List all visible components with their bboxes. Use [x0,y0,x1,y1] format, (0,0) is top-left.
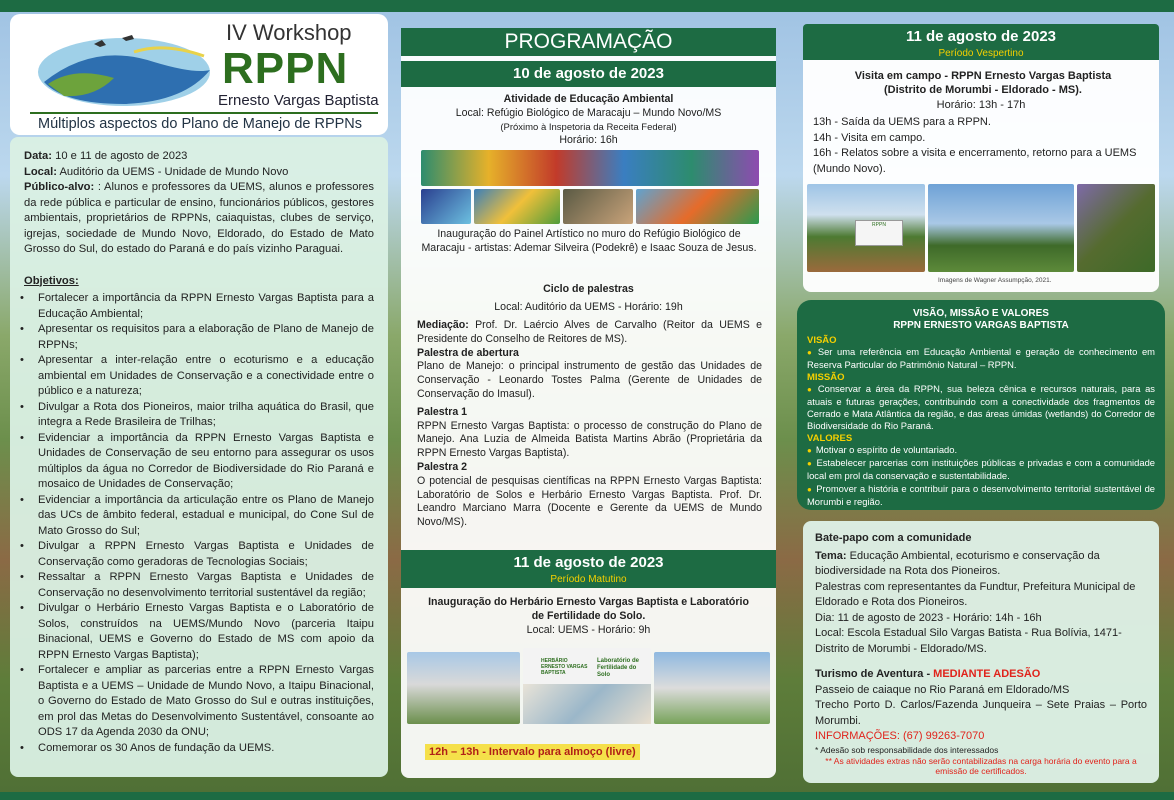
reserve-sign [855,220,903,246]
mural-photo-3 [563,189,633,224]
mission-label: MISSÃO [807,371,845,383]
mediation-line [417,319,762,347]
objective-item: • Evidenciar a importância da articulação entre os Plano de Manejo das UCs de âmbito federal, estadual e municipal, do Cone Sul de Mato Grosso do Sul; [24,493,374,540]
herbarium-block [421,596,756,637]
chat-local-line: Local: Escola Estadual Silo Vargas Batista - Rua Bolívia, 1471- Distrito de Morumbi - Eldorado/MS. [815,627,1122,655]
day1-heading: 10 de agosto de 2023 [401,61,776,87]
event-name: RPPN [222,44,349,93]
speakers-line: Palestras com representantes da Fundtur, Prefeitura Municipal de Eldorado e Rota dos Pioneiros. [815,580,1136,608]
community-chat-panel [803,521,1159,783]
rppn-logo-icon [34,22,214,110]
herbarium-local: Local: UEMS - Horário: 9h [526,623,651,636]
field-visit-time: Horário: 13h - 17h [936,99,1026,111]
schedule-line: 14h - Visita em campo. [813,131,926,144]
audience-line [24,180,374,258]
vision-text: ● Ser uma referência em Educação Ambiental e geração de conhecimento em Reserva Particular do Patrimônio Natural – RPPN. [807,346,1155,372]
mission-text: ● Conservar a área da RPPN, sua beleza cênica e recursos naturais, para as atuais e futuras gerações, contribuindo com a conectividade dos fragmentos de Cerrado e Mata Atlântica da região, e das áreas úmidas (wetlands) do Corredor de Biodiversidade do Rio Paraná. [807,383,1155,433]
vmv-title: VISÃO, MISSÃO E VALORES [913,308,1049,319]
left-info-panel [10,137,388,777]
lectures-block [417,319,762,530]
lecture1-value: RPPN Ernesto Vargas Baptista: o processo de construção do Plano de Manejo. Ana Luzia de Almeida Batista Martins Abrão (Proprietária da RPPN Ernesto Vargas Baptista). [417,419,762,460]
day2-period: Período Matutino [550,574,627,585]
lunch-break: 12h – 13h - Intervalo para almoço (livre) [425,744,640,760]
opening-label: Palestra de abertura [417,346,519,359]
adventure-adhesion: MEDIANTE ADESÃO [933,668,1041,680]
logo-header [10,14,388,135]
day2-date: 11 de agosto de 2023 [513,554,664,571]
day2-heading [401,550,776,588]
program-title: PROGRAMAÇÃO [401,28,776,56]
lab-logo-text: Laboratório de Fertilidade do Solo [597,658,640,678]
value-item: ● Promover a história e contribuir para o desenvolvimento territorial sustentável de Morumbi e região. [807,483,1155,509]
community-chat-title: Bate-papo com a comunidade [815,532,972,544]
date-label: Data: [24,150,52,162]
herbarium-logo-text: HERBÁRIO ERNESTO VARGAS BAPTISTA [541,658,588,676]
herbarium-logo-area [523,648,651,724]
objective-item: • Divulgar o Herbário Ernesto Vargas Baptista e o Laboratório de Solos, construídos na UEMS/Mundo Novo (parceria Itaipu Binacional, UEMS e Governo do Estado de MS com apoio da RPPN Ernesto Vargas Baptista); [24,601,374,663]
vision-label: VISÃO [807,335,837,346]
note-1: * Adesão sob responsabilidade dos interessados [815,744,999,755]
field-visit-panel [803,24,1159,292]
kayak-line: Passeio de caiaque no Rio Paraná em Eldorado/MS [815,683,1070,696]
lecture1-label: Palestra 1 [417,405,468,418]
activity-reference: (Próximo à Inspetoria da Receita Federal) [500,121,677,133]
schedule-line: 13h - Saída da UEMS para a RPPN. [813,116,991,128]
mediation-label: Mediação: [417,319,469,331]
field-visit-title: Visita em campo - RPPN Ernesto Vargas Baptista (Distrito de Morumbi - Eldorado - MS). [854,70,1112,96]
herbarium-title: Inauguração do Herbário Ernesto Vargas Baptista e Laboratório de Fertilidade do Solo. [428,596,749,622]
herbarium-building-photo [407,652,520,724]
activity-time: Horário: 16h [559,134,618,147]
chat-date-line: Dia: 11 de agosto de 2023 - Horário: 14h - 16h [815,611,1042,624]
lab-aerial-photo [523,684,651,724]
local-value: Auditório da UEMS - Unidade de Mundo Novo [56,165,289,178]
activity-title: Atividade de Educação Ambiental [503,93,674,105]
theme-line [815,549,1147,580]
field-visit-period: Período Vespertino [938,48,1024,59]
note-2: ** As atividades extras não serão contabilizadas na carga horária do evento para a emissão de certificados. [825,755,1137,776]
mural-photo-main [421,150,759,186]
objective-item: • Apresentar os requisitos para a elaboração de Plano de Manejo de RPPNs; [24,322,374,353]
divider-line [30,112,378,114]
contact-info: INFORMAÇÕES: (67) 99263-7070 [815,730,985,742]
event-reserve-name: Ernesto Vargas Baptista [218,92,379,109]
mural-photo-4 [636,189,759,224]
route-line: Trecho Porto D. Carlos/Fazenda Junqueira – Sete Praias – Porto Morumbi. [815,699,1147,727]
tree-photo [928,184,1074,272]
bottom-bar [0,792,1174,800]
program-panel [401,28,776,778]
activity-block [411,93,766,148]
photo-credit: Imagens de Wagner Assumpção, 2021. [938,277,1052,284]
objectives-list [24,291,374,756]
activity-local: Local: Refúgio Biológico de Maracaju – Mundo Novo/MS [455,106,722,119]
local-label: Local: [24,165,57,178]
objective-item: • Evidenciar a importância da RPPN Ernesto Vargas Baptista e Unidades de Conservação de seu entorno para assegurar os usos múltiplos da água no Corredor de Biodiversidade do Rio Paraná e mosaico de Unidades de Conservação; [24,431,374,493]
objective-item: • Apresentar a inter-relação entre o ecoturismo e a educação ambiental em Unidades de Conservação e a conectividade entre o público e a natureza; [24,353,374,400]
values-label: VALORES [807,432,853,444]
opening-value: Plano de Manejo: o principal instrumento de gestão das Unidades de Conservação - Leonardo Tostes Palma (Gerente de Unidades de Conservação do Imasul). [417,360,762,400]
lab-building-photo [654,652,770,724]
audience-value: : Alunos e professores da UEMS, alunos e professores da rede pública e particular de ensino, funcionários públicos, gestores ambientais, proprietários de RPPNs, caiaquistas, clubes de serviço, igrejas, sociedade de Mundo Novo, Eldorado, do Estado de Mato Grosso do Sul, do estado do Paraná e do país vizinho Paraguai. [24,181,374,255]
lecture2-value: O potencial de pesquisas científicas na RPPN Ernesto Vargas Baptista: Laboratório de Solos e Herbário Ernesto Vargas Baptista. Prof. Dr. Leandro Marciano Marra (Docente e Gerente da UEMS de Mundo Novo/MS). [417,474,762,529]
value-item: ● Estabelecer parcerias com instituições públicas e privadas e com a comunidade local em prol da conservação e sustentabilidade. [807,457,1155,483]
reserve-sign-photo [807,184,925,272]
objective-item: • Divulgar a RPPN Ernesto Vargas Baptista e Unidades de Conservação como geradoras de Tecnologias Sociais; [24,539,374,570]
date-value: 10 e 11 de agosto de 2023 [51,150,188,162]
flowers-photo [1077,184,1155,272]
schedule-line: 16h - Relatos sobre a visita e encerramento, retorno para a UEMS (Mundo Novo). [813,147,1137,175]
mural-photo-2 [474,189,560,224]
objectives-title: Objetivos: [24,274,79,287]
local-line [24,165,374,181]
field-visit-heading [803,24,1159,60]
objective-item: • Fortalecer a importância da RPPN Ernesto Vargas Baptista para a Educação Ambiental; [24,291,374,322]
mural-photo-1 [421,189,471,224]
theme-value: Educação Ambiental, ecoturismo e conservação da biodiversidade na Rota dos Pioneiros. [815,549,1100,577]
audience-label: Público-alvo: [24,181,95,193]
vision-mission-values-panel [797,300,1165,510]
objective-item: • Comemorar os 30 Anos de fundação da UEMS. [24,741,374,757]
top-bar [0,0,1174,12]
adventure-label: Turismo de Aventura - [815,668,934,680]
objective-item: • Fortalecer e ampliar as parcerias entre a RPPN Ernesto Vargas Baptista e a UEMS – Unidade de Mundo Novo, a Itaipu Binacional, o Governo do Estado de Mato Grosso do Sul e outras instituições, em prol das Metas do Desenvolvimento Sustentável, consoante ao ODS 17 da Agenda 2030 da ONU; [24,663,374,741]
event-edition: IV Workshop [226,20,352,45]
event-subtitle: Múltiplos aspectos do Plano de Manejo de RPPNs [38,116,363,132]
objective-item: • Divulgar a Rota dos Pioneiros, maior trilha aquática do Brasil, que integra a Rede Brasileira de Trilhas; [24,400,374,431]
date-line [24,149,374,165]
value-item: ● Motivar o espírito de voluntariado. [807,444,1155,457]
objective-item: • Ressaltar a RPPN Ernesto Vargas Baptista e Unidades de Conservação no desenvolvimento territorial sustentável da região; [24,570,374,601]
reserve-sign-text: RPPN [872,222,886,228]
theme-label: Tema: [815,549,847,562]
lectures-title: Ciclo de palestras [543,283,634,295]
lecture2-label: Palestra 2 [417,460,468,473]
vmv-subtitle: RPPN ERNESTO VARGAS BAPTISTA [893,320,1069,331]
mural-caption: Inauguração do Painel Artístico no muro do Refúgio Biológico de Maracaju - artistas: Ademar Silveira (Podekrê) e Isaac Souza de Jesus. [421,228,757,254]
mediation-value: Prof. Dr. Laércio Alves de Carvalho (Reitor da UEMS e Presidente do Conselho de Reitores de MS). [417,319,762,345]
lectures-local: Local: Auditório da UEMS - Horário: 19h [494,301,683,313]
field-visit-schedule [813,115,1153,177]
field-visit-date: 11 de agosto de 2023 [905,28,1057,45]
adventure-line [815,667,1147,683]
